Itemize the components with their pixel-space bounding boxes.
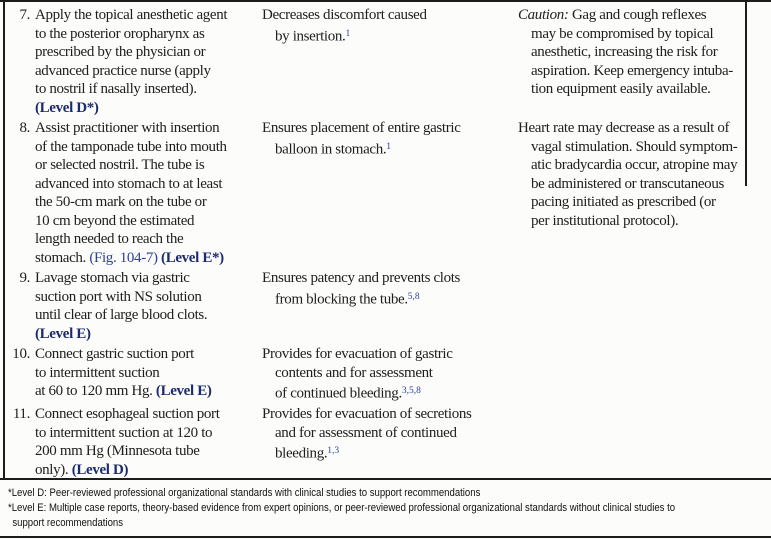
step-number: 10. [12, 346, 30, 362]
rationale-text [262, 345, 518, 403]
text-run-plain: Ensures patency and prevents clots from blocking the tube. [262, 270, 461, 307]
text-run-sup: 1,3 [327, 446, 340, 456]
step-text [35, 269, 262, 343]
step-number: 7. [19, 7, 30, 23]
text-run-sup: 1 [345, 28, 351, 39]
text-run-level: (Level D) [71, 461, 129, 478]
step-number: 11. [12, 406, 30, 422]
footnote-level-d: *Level D: Peer-reviewed professional organizational standards with clinical studies to support recommendations [8, 487, 481, 499]
bottom-rule [0, 536, 771, 538]
step-text [35, 6, 262, 117]
text-run-plain: Decreases discomfort caused by insertion. [262, 7, 427, 44]
text-run-plain: Gag and cough reflexes may be compromised by topical anesthetic, increasing the risk for aspiration. Keep emergency intuba- tion equipment easily available. [531, 7, 733, 97]
text-run-level: (Level E) [35, 325, 91, 342]
rationale-text [262, 269, 518, 309]
table-row-step-11 [6, 405, 763, 479]
table-row-step-7 [6, 6, 763, 117]
text-run-level: (Level E*) [161, 249, 224, 266]
footnotes-section [0, 478, 771, 536]
text-run-plain: Lavage stomach via gastric suction port with NS solution until clear of large blood clots. [35, 270, 208, 323]
step-text [35, 119, 262, 267]
text-run-sup: 5,8 [407, 291, 420, 302]
text-run-plain: Apply the topical anesthetic agent to the posterior oropharynx as prescribed by the physician or advanced practice nurse (apply to nostril if nasally inserted). [35, 7, 228, 97]
rationale-text [262, 6, 518, 46]
text-run-plain: Connect esophageal suction port to intermittent suction at 120 to 200 mm Hg (Minnesota tube only). [35, 406, 220, 478]
text-run-plain: Connect gastric suction port to intermittent suction at 60 to 120 mm Hg. [35, 346, 194, 399]
step-text [35, 345, 262, 401]
text-run-fig: (Fig. 104-7) [89, 249, 158, 266]
procedure-table [6, 6, 763, 481]
text-run-italic: Caution: [518, 7, 569, 23]
footnote-level-e: *Level E: Multiple case reports, theory-based evidence from expert opinions, or peer-reviewed professional organizational standards without clinical studies to support recommendations [8, 502, 676, 529]
table-row-step-9 [6, 269, 763, 343]
step-cell [6, 269, 262, 343]
table-row-step-8 [6, 119, 763, 267]
step-cell [6, 6, 262, 117]
considerations-text [518, 6, 763, 99]
text-run-plain: Heart rate may decrease as a result of vagal stimulation. Should symptom- atic bradycardia occur, atropine may be administered or transcutaneous pacing initiated as prescribed (or per institutional protocol). [518, 120, 738, 229]
step-number: 8. [19, 120, 30, 136]
step-cell [6, 345, 262, 401]
considerations-text [518, 119, 763, 230]
step-cell [6, 119, 262, 267]
text-run-plain: Provides for evacuation of gastric contents and for assessment of continued bleeding. [262, 346, 453, 402]
top-rule [0, 0, 771, 2]
text-run-plain: Ensures placement of entire gastric balloon in stomach. [262, 120, 461, 157]
text-run-plain: Provides for evacuation of secretions and for assessment of continued bleeding. [262, 406, 472, 462]
table-row-step-10 [6, 345, 763, 403]
rationale-text [262, 119, 518, 159]
step-cell [6, 405, 262, 479]
left-rule [3, 0, 5, 478]
text-run-sup: 1 [386, 141, 391, 152]
text-run-level: (Level E) [155, 383, 212, 399]
text-run-sup: 3,5,8 [401, 386, 421, 396]
rationale-text [262, 405, 518, 463]
step-text [35, 405, 262, 479]
step-number: 9. [19, 270, 30, 286]
text-run-level: (Level D*) [35, 99, 99, 116]
text-run-plain: Assist practitioner with insertion of the tamponade tube into mouth or selected nostril. The tube is advanced into stomach to at least the 50-cm mark on the tube or 10 cm beyond the estimated length needed to reach the stomach. [35, 120, 227, 266]
